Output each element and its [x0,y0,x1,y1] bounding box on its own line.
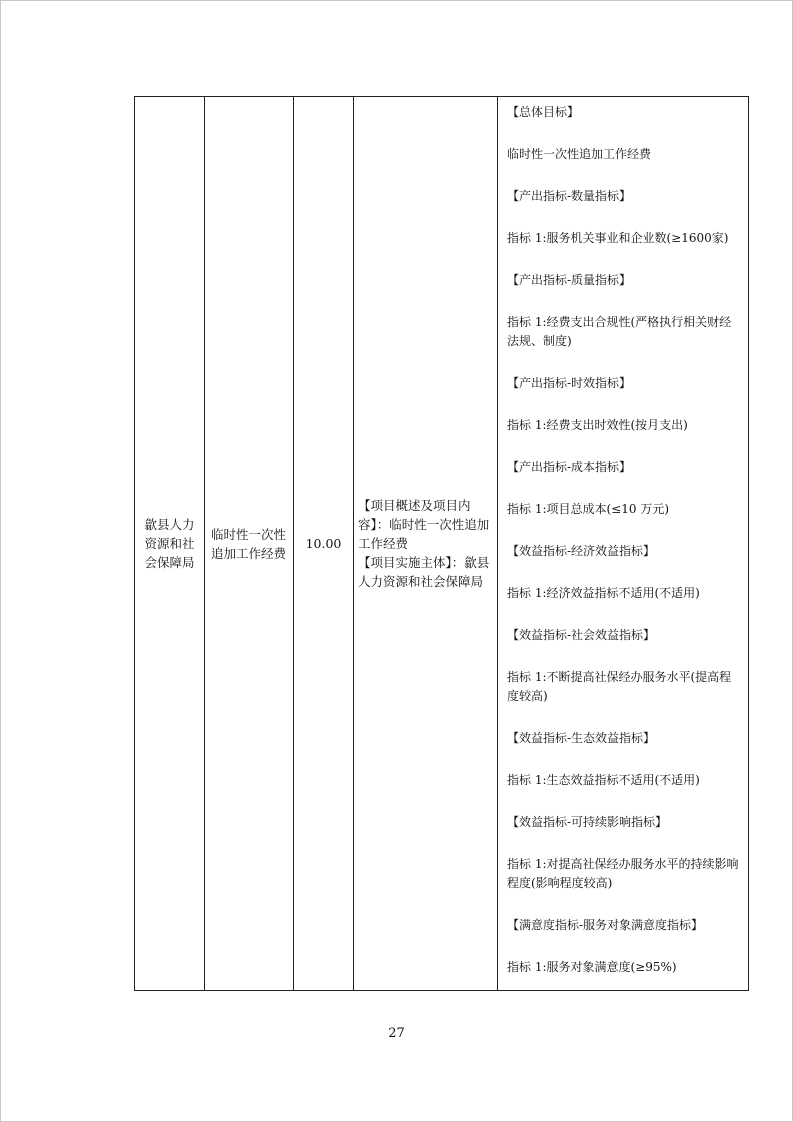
indicator-text: 临时性一次性追加工作经费 [507,147,652,161]
description-cell [354,97,498,991]
indicator-text: 指标 1:服务机关事业和企业数(≥1600家) [507,231,729,245]
indicators-list [507,103,742,977]
project-overview: 【项目概述及项目内容】：临时性一次性追加工作经费 [358,498,490,551]
indicator-text: 指标 1:不断提高社保经办服务水平(提高程度较高) [507,670,732,703]
indicator-heading: 【满意度指标-服务对象满意度指标】 [507,918,704,932]
indicator-text: 指标 1:经费支出合规性(严格执行相关财经法规、制度) [507,315,732,348]
indicator-heading: 【产出指标-质量指标】 [507,273,632,287]
table-row [135,97,749,991]
indicator-heading: 【效益指标-生态效益指标】 [507,731,656,745]
amount-cell [294,97,354,991]
project-table [134,96,749,991]
department-name: 歙县人力资源和社会保障局 [144,517,195,570]
page-number: 27 [388,1026,405,1041]
amount-value: 10.00 [305,536,342,551]
indicator-heading: 【产出指标-时效指标】 [507,376,632,390]
indicator-text: 指标 1:服务对象满意度(≥95%) [507,960,677,974]
indicator-heading: 【效益指标-经济效益指标】 [507,544,656,558]
project-name: 临时性一次性追加工作经费 [211,526,287,561]
implementing-body: 【项目实施主体】：歙县人力资源和社会保障局 [358,555,490,589]
indicator-heading: 【总体目标】 [507,105,580,119]
indicator-text: 指标 1:对提高社保经办服务水平的持续影响程度(影响程度较高) [507,857,739,890]
indicator-text: 指标 1:经费支出时效性(按月支出) [507,418,688,432]
indicator-heading: 【产出指标-成本指标】 [507,460,632,474]
indicator-text: 指标 1:项目总成本(≤10 万元) [507,502,669,516]
project-name-cell [205,97,294,991]
indicator-heading: 【效益指标-社会效益指标】 [507,628,656,642]
indicator-heading: 【效益指标-可持续影响指标】 [507,815,668,829]
indicator-text: 指标 1:经济效益指标不适用(不适用) [507,586,700,600]
indicators-cell [498,97,749,991]
indicator-text: 指标 1:生态效益指标不适用(不适用) [507,773,700,787]
department-cell [135,97,205,991]
indicator-heading: 【产出指标-数量指标】 [507,189,632,203]
